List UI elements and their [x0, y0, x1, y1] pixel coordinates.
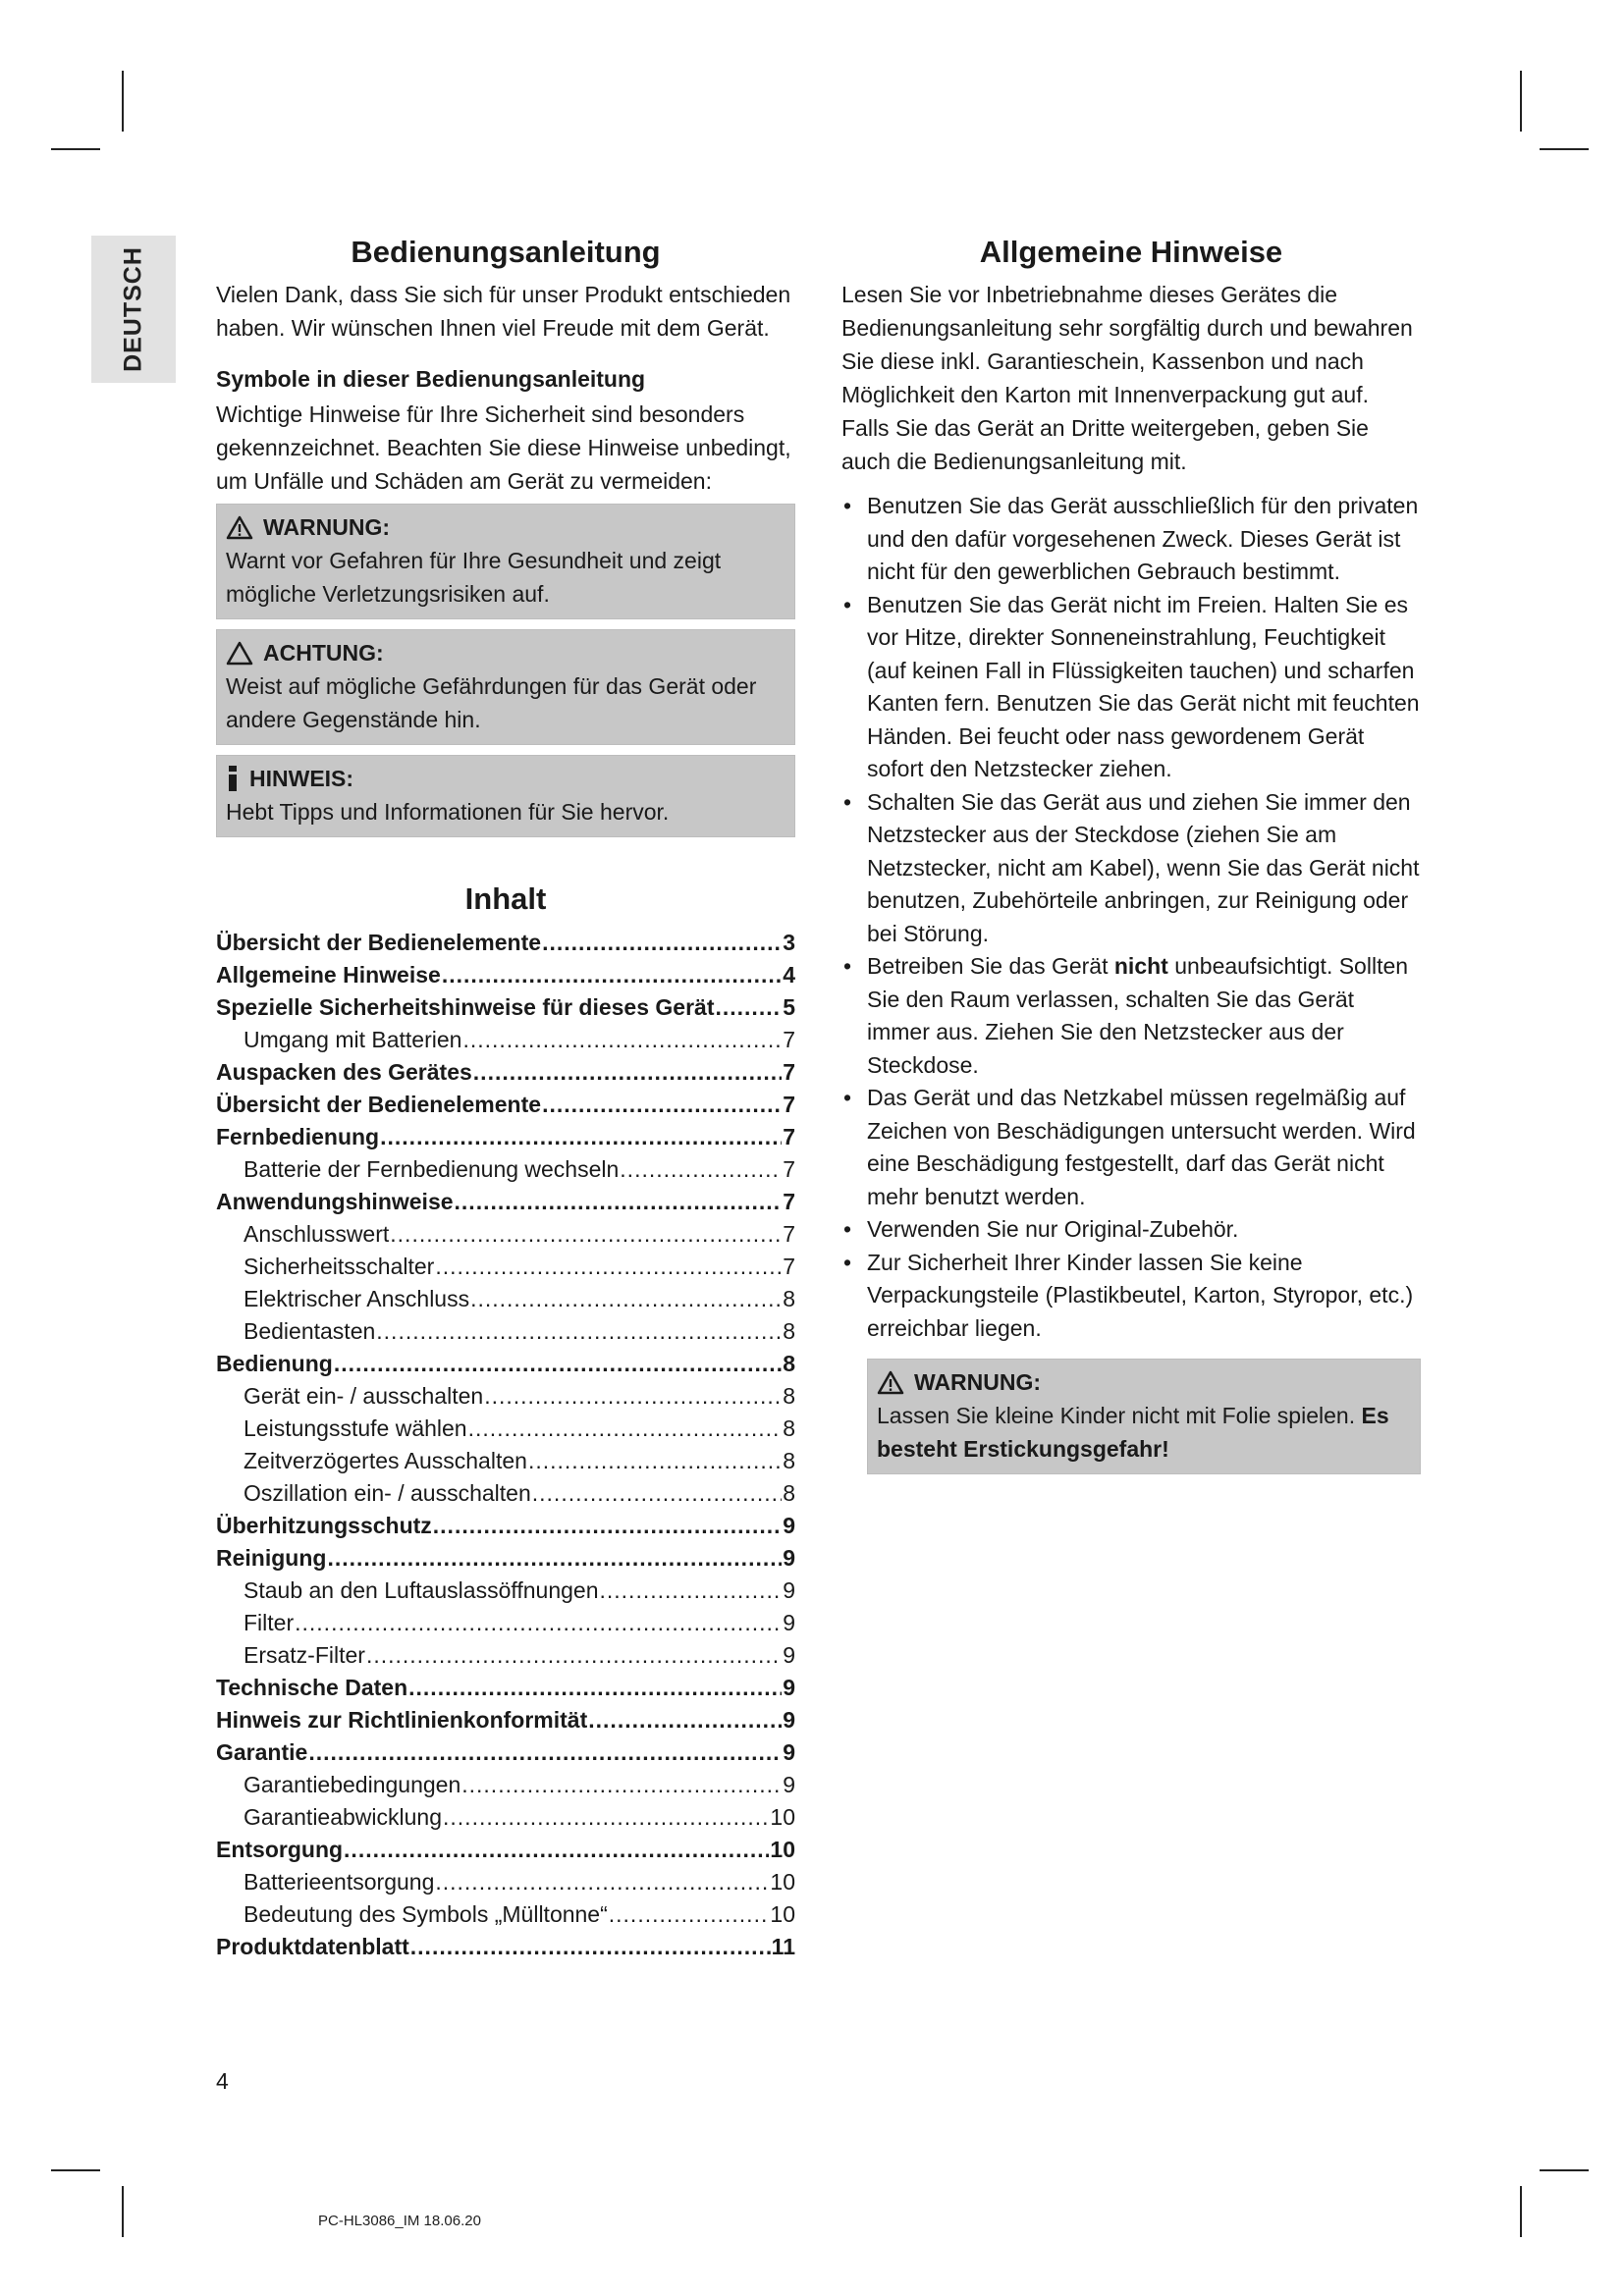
warning-text: Warnt vor Gefahren für Ihre Gesundheit und zeigt mögliche Verletzungsrisiken auf. — [226, 548, 722, 608]
toc-leader-dots — [609, 1898, 770, 1931]
list-item-text: unbeaufsichtigt. Sollten Sie den Raum verlassen, schalten Sie das Gerät immer aus. Ziehen Sie den Netzstecker aus der Steckdose. — [867, 953, 1409, 1078]
toc-entry-title: Übersicht der Bedienelemente — [216, 930, 542, 956]
toc-entry-title: Batterie der Fernbedienung wechseln — [244, 1156, 620, 1183]
toc-entry-title: Ersatz-Filter — [244, 1642, 365, 1669]
toc-page-number: 9 — [783, 1610, 795, 1636]
toc-leader-dots — [366, 1639, 782, 1672]
toc-leader-dots — [528, 1445, 782, 1477]
toc-page-number: 7 — [783, 1092, 795, 1118]
list-item: • Schalten Sie das Gerät aus und ziehen Sie immer den Netzstecker aus der Steckdose (ziehen Sie am Netzstecker, nicht am Kabel), wenn Sie das Gerät nicht benutzen, Zubehörteile anbringen, zur Reinigung oder bei Störung. — [841, 786, 1421, 951]
toc-leader-dots — [462, 1024, 782, 1056]
toc-leader-dots — [542, 1089, 782, 1121]
toc-entry-title: Garantie — [216, 1739, 308, 1766]
toc-entry-title: Entsorgung — [216, 1837, 344, 1863]
list-item: • Benutzen Sie das Gerät ausschließlich für den privaten und den dafür vorgesehenen Zweck. Dieses Gerät ist nicht für den gewerblichen Gebrauch bestimmt. — [841, 490, 1421, 589]
toc-page-number: 9 — [783, 1513, 795, 1539]
toc-entry — [216, 1056, 795, 1089]
toc-leader-dots — [433, 1510, 782, 1542]
safety-bullet-list — [841, 490, 1421, 1345]
toc-entry-title: Technische Daten — [216, 1675, 408, 1701]
toc-entry-title: Anwendungshinweise — [216, 1189, 454, 1215]
toc-entry — [216, 1218, 795, 1251]
toc-leader-dots — [390, 1218, 782, 1251]
toc-entry — [216, 1736, 795, 1769]
toc-page-number: 8 — [783, 1318, 795, 1345]
toc-leader-dots — [542, 927, 782, 959]
table-of-contents — [216, 927, 795, 1963]
list-item-text: Betreiben Sie das Gerät — [867, 953, 1114, 980]
toc-entry — [216, 1024, 795, 1056]
toc-page-number: 9 — [783, 1739, 795, 1766]
toc-entry — [216, 1348, 795, 1380]
toc-page-number: 9 — [783, 1577, 795, 1604]
child-warning-sentence: Lassen Sie kleine Kinder nicht mit Folie spielen. — [877, 1403, 1362, 1429]
toc-page-number: 7 — [783, 1027, 795, 1053]
general-notes-intro: Lesen Sie vor Inbetriebnahme dieses Gerätes die Bedienungsanleitung sehr sorgfältig durch und bewahren Sie diese inkl. Garantieschein, Kassenbon und nach Möglichkeit den Karton mit Innenverpackung gut auf. Falls Sie das Gerät an Dritte weitergeben, geben Sie auch die Bedienungsanleitung mit. — [841, 282, 1413, 475]
note-title: HINWEIS: — [249, 766, 354, 792]
toc-entry — [216, 1931, 795, 1963]
toc-leader-dots — [334, 1348, 782, 1380]
toc-entry-title: Gerät ein- / ausschalten — [244, 1383, 484, 1410]
toc-entry-title: Hinweis zur Richtlinienkonformität — [216, 1707, 588, 1734]
toc-entry-title: Reinigung — [216, 1545, 327, 1572]
toc-entry — [216, 927, 795, 959]
toc-entry-title: Garantieabwicklung — [244, 1804, 443, 1831]
toc-title: Inhalt — [464, 881, 547, 917]
crop-mark — [1540, 2169, 1589, 2171]
toc-leader-dots — [620, 1153, 782, 1186]
general-notes-title: Allgemeine Hinweise — [979, 235, 1283, 269]
toc-leader-dots — [442, 959, 782, 991]
warning-title: WARNUNG: — [263, 514, 391, 541]
language-tab-label: DEUTSCH — [119, 246, 147, 372]
toc-leader-dots — [327, 1542, 782, 1575]
toc-entry-title: Filter — [244, 1610, 295, 1636]
toc-page-number: 9 — [783, 1675, 795, 1701]
toc-page-number: 9 — [783, 1707, 795, 1734]
caution-triangle-icon — [226, 641, 253, 666]
toc-entry — [216, 1153, 795, 1186]
toc-entry-title: Überhitzungsschutz — [216, 1513, 432, 1539]
toc-leader-dots — [473, 1056, 782, 1089]
toc-entry-title: Zeitverzögertes Ausschalten — [244, 1448, 527, 1474]
toc-leader-dots — [715, 991, 782, 1024]
toc-page-number: 8 — [783, 1415, 795, 1442]
toc-entry-title: Elektrischer Anschluss — [244, 1286, 470, 1312]
crop-mark — [122, 71, 124, 132]
toc-entry — [216, 1413, 795, 1445]
toc-entry — [216, 1639, 795, 1672]
toc-entry — [216, 1769, 795, 1801]
toc-entry — [216, 1477, 795, 1510]
toc-leader-dots — [410, 1931, 771, 1963]
print-footer: PC-HL3086_IM 18.06.20 — [318, 2213, 481, 2229]
crop-mark — [1540, 148, 1589, 150]
crop-mark — [1520, 2186, 1522, 2237]
crop-mark — [1520, 71, 1522, 132]
toc-leader-dots — [443, 1801, 769, 1834]
crop-mark — [122, 2186, 124, 2237]
toc-entry — [216, 1089, 795, 1121]
toc-leader-dots — [435, 1251, 782, 1283]
left-column — [216, 234, 795, 1963]
toc-page-number: 10 — [770, 1869, 795, 1896]
toc-page-number: 7 — [783, 1254, 795, 1280]
toc-page-number: 8 — [783, 1480, 795, 1507]
toc-entry-title: Umgang mit Batterien — [244, 1027, 462, 1053]
toc-page-number: 10 — [770, 1804, 795, 1831]
intro-text: Vielen Dank, dass Sie sich für unser Produkt entschieden haben. Wir wünschen Ihnen viel Freude mit dem Gerät. — [216, 282, 791, 342]
toc-entry — [216, 1801, 795, 1834]
toc-page-number: 10 — [770, 1837, 795, 1863]
toc-page-number: 7 — [783, 1221, 795, 1248]
toc-entry-title: Bedientasten — [244, 1318, 376, 1345]
toc-page-number: 8 — [783, 1448, 795, 1474]
manual-title: Bedienungsanleitung — [351, 235, 661, 269]
toc-entry — [216, 1898, 795, 1931]
symbols-heading: Symbole in dieser Bedienungsanleitung — [216, 366, 646, 393]
toc-page-number: 9 — [783, 1772, 795, 1798]
symbols-text: Wichtige Hinweise für Ihre Sicherheit sind besonders gekennzeichnet. Beachten Sie diese Hinweise unbedingt, um Unfälle und Schäden am Gerät zu vermeiden: — [216, 401, 791, 495]
toc-page-number: 11 — [771, 1934, 795, 1960]
note-text: Hebt Tipps und Informationen für Sie hervor. — [226, 799, 670, 826]
toc-entry — [216, 1866, 795, 1898]
toc-leader-dots — [470, 1283, 782, 1315]
toc-page-number: 3 — [783, 930, 795, 956]
info-icon — [226, 766, 240, 791]
toc-page-number: 10 — [770, 1901, 795, 1928]
toc-entry-title: Spezielle Sicherheitshinweise für dieses Gerät — [216, 994, 715, 1021]
list-item: • Das Gerät und das Netzkabel müssen regelmäßig auf Zeichen von Beschädigungen untersucht werden. Wird eine Beschädigung festgestellt, darf das Gerät nicht mehr benutzt werden. — [841, 1082, 1421, 1213]
toc-page-number: 5 — [783, 994, 795, 1021]
language-tab — [91, 236, 176, 383]
toc-page-number: 9 — [783, 1642, 795, 1669]
list-item — [841, 950, 1421, 1082]
page-number: 4 — [216, 2068, 229, 2094]
toc-entry — [216, 991, 795, 1024]
toc-entry-title: Sicherheitsschalter — [244, 1254, 435, 1280]
crop-mark — [51, 148, 100, 150]
toc-entry-title: Übersicht der Bedienelemente — [216, 1092, 542, 1118]
list-item-emphasis: nicht — [1113, 953, 1168, 980]
toc-entry — [216, 1704, 795, 1736]
list-item: • Verwenden Sie nur Original-Zubehör. — [841, 1213, 1421, 1247]
toc-entry — [216, 1834, 795, 1866]
toc-entry — [216, 1380, 795, 1413]
toc-leader-dots — [461, 1769, 782, 1801]
toc-entry-title: Bedienung — [216, 1351, 333, 1377]
toc-entry-title: Auspacken des Gerätes — [216, 1059, 472, 1086]
child-warning-emphasis: Es besteht Erstickungsgefahr! — [877, 1403, 1389, 1463]
toc-page-number: 4 — [783, 962, 795, 988]
toc-leader-dots — [435, 1866, 769, 1898]
warning-triangle-icon — [877, 1370, 904, 1395]
toc-entry — [216, 1510, 795, 1542]
toc-leader-dots — [532, 1477, 782, 1510]
toc-leader-dots — [344, 1834, 769, 1866]
toc-leader-dots — [376, 1315, 782, 1348]
toc-entry — [216, 1575, 795, 1607]
toc-page-number: 8 — [783, 1351, 795, 1377]
toc-leader-dots — [468, 1413, 783, 1445]
toc-entry-title: Anschlusswert — [244, 1221, 390, 1248]
warning-box — [216, 504, 795, 619]
toc-page-number: 8 — [783, 1383, 795, 1410]
child-warning-title: WARNUNG: — [914, 1369, 1042, 1396]
toc-entry-title: Bedeutung des Symbols „Mülltonne“ — [244, 1901, 608, 1928]
toc-entry — [216, 1186, 795, 1218]
list-item: • Benutzen Sie das Gerät nicht im Freien. Halten Sie es vor Hitze, direkter Sonneneinstrahlung, Feuchtigkeit (auf keinen Fall in Flüssigkeiten tauchen) und scharfen Kanten fern. Benutzen Sie das Gerät nicht mit feuchten Händen. Bei feucht oder nass gewordenem Gerät sofort den Netzstecker ziehen. — [841, 589, 1421, 786]
child-warning-box — [867, 1359, 1421, 1474]
toc-page-number: 7 — [783, 1189, 795, 1215]
toc-entry-title: Batterieentsorgung — [244, 1869, 435, 1896]
toc-leader-dots — [455, 1186, 783, 1218]
note-box — [216, 755, 795, 837]
toc-page-number: 7 — [783, 1156, 795, 1183]
toc-leader-dots — [588, 1704, 782, 1736]
caution-box — [216, 629, 795, 745]
toc-entry-title: Allgemeine Hinweise — [216, 962, 441, 988]
toc-leader-dots — [408, 1672, 782, 1704]
toc-leader-dots — [295, 1607, 782, 1639]
toc-leader-dots — [380, 1121, 782, 1153]
toc-entry-title: Oszillation ein- / ausschalten — [244, 1480, 531, 1507]
toc-entry — [216, 1315, 795, 1348]
toc-entry-title: Staub an den Luftauslassöffnungen — [244, 1577, 599, 1604]
toc-entry — [216, 1607, 795, 1639]
toc-leader-dots — [484, 1380, 782, 1413]
toc-entry — [216, 1542, 795, 1575]
crop-mark — [51, 2169, 100, 2171]
right-column — [841, 234, 1421, 1484]
toc-entry — [216, 1251, 795, 1283]
toc-entry-title: Leistungsstufe wählen — [244, 1415, 467, 1442]
toc-page-number: 9 — [783, 1545, 795, 1572]
warning-triangle-icon — [226, 515, 253, 540]
toc-entry-title: Garantiebedingungen — [244, 1772, 461, 1798]
child-warning-text — [877, 1399, 1411, 1466]
toc-entry — [216, 1121, 795, 1153]
toc-leader-dots — [308, 1736, 782, 1769]
toc-entry — [216, 1445, 795, 1477]
toc-entry — [216, 1672, 795, 1704]
caution-text: Weist auf mögliche Gefährdungen für das Gerät oder andere Gegenstände hin. — [226, 673, 757, 733]
toc-entry — [216, 959, 795, 991]
toc-entry — [216, 1283, 795, 1315]
toc-page-number: 7 — [783, 1124, 795, 1150]
list-item: • Zur Sicherheit Ihrer Kinder lassen Sie keine Verpackungsteile (Plastikbeutel, Karton, Styropor, etc.) erreichbar liegen. — [841, 1247, 1421, 1346]
toc-entry-title: Produktdatenblatt — [216, 1934, 409, 1960]
toc-leader-dots — [600, 1575, 783, 1607]
toc-page-number: 8 — [783, 1286, 795, 1312]
caution-title: ACHTUNG: — [263, 640, 384, 667]
toc-entry-title: Fernbedienung — [216, 1124, 380, 1150]
toc-page-number: 7 — [783, 1059, 795, 1086]
